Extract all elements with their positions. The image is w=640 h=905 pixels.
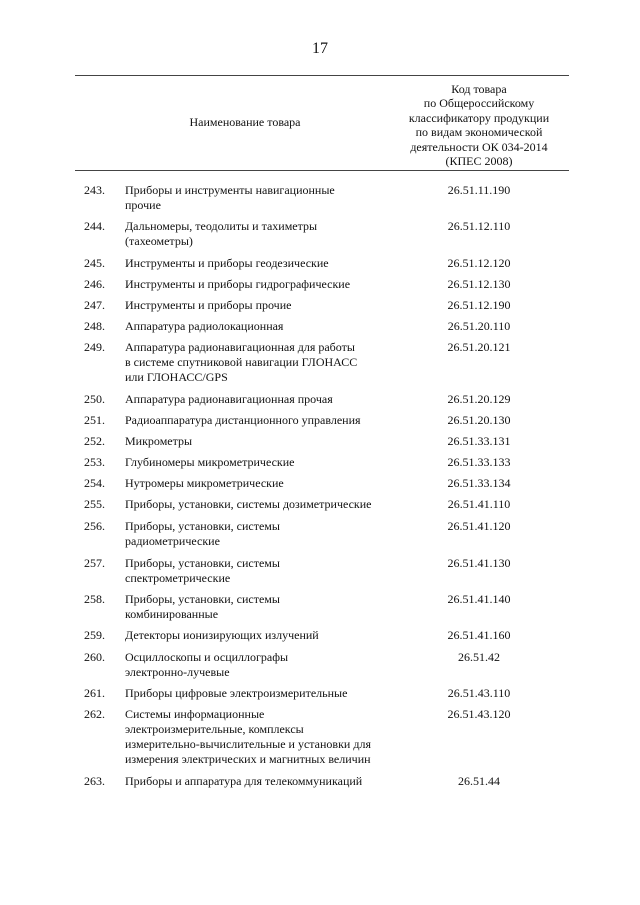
product-name [125,340,405,385]
product-name-line: Аппаратура радионавигационная для работы [125,340,355,354]
row-number: 247. [84,298,105,312]
product-code: 26.51.20.110 [447,319,511,333]
product-name-line: Инструменты и приборы прочие [125,298,292,312]
row-number: 245. [84,256,105,270]
row-number: 256. [84,519,105,533]
row-number: 258. [84,592,105,606]
product-code: 26.51.20.121 [447,340,511,354]
product-code: 26.51.41.140 [447,592,511,606]
page-number: 17 [312,40,328,57]
product-code: 26.51.41.110 [447,497,511,511]
product-name-line: Нутромеры микрометрические [125,476,284,490]
product-name [125,256,405,271]
product-name-line: Инструменты и приборы гидрографические [125,277,351,291]
product-name-line: Осциллоскопы и осциллографы [125,650,289,664]
row-number: 255. [84,497,105,511]
product-name [125,707,405,767]
row-number: 249. [84,340,105,354]
product-code: 26.51.41.120 [447,519,511,533]
product-name-line: спектрометрические [125,571,231,585]
row-number: 243. [84,183,105,197]
product-code: 26.51.33.133 [447,455,511,469]
product-name-line: комбинированные [125,607,219,621]
product-name-line: Приборы, установки, системы [125,556,280,570]
row-number: 246. [84,277,105,291]
product-name [125,774,405,789]
row-number: 263. [84,774,105,788]
product-name [125,298,405,313]
product-name-line: измерительно-вычислительные и установки для [125,737,371,751]
product-name-line: электроизмерительные, комплексы [125,722,304,736]
product-name [125,219,405,249]
code-header-line: (КПЕС 2008) [445,154,513,169]
product-name [125,434,405,449]
product-name-line: или ГЛОНАСС/GPS [125,370,228,384]
code-header-line: деятельности ОК 034-2014 [410,139,548,154]
product-name-line: Приборы, установки, системы дозиметрические [125,497,372,511]
row-number: 253. [84,455,105,469]
product-name-line: Приборы, установки, системы [125,592,280,606]
product-code: 26.51.43.110 [447,686,511,700]
product-code: 26.51.42 [458,650,500,664]
product-code: 26.51.33.131 [447,434,511,448]
product-name [125,277,405,292]
product-code: 26.51.43.120 [447,707,511,721]
product-name-line: Дальномеры, теодолиты и тахиметры [125,219,318,233]
product-code: 26.51.41.160 [447,628,511,642]
product-code: 26.51.20.130 [447,413,511,427]
row-number: 260. [84,650,105,664]
product-name-line: электронно-лучевые [125,665,230,679]
product-name-line: Микрометры [125,434,193,448]
product-name [125,592,405,622]
product-code: 26.51.12.190 [447,298,511,312]
product-name [125,392,405,407]
product-code: 26.51.12.110 [447,219,511,233]
row-number: 251. [84,413,105,427]
header-top-rule [75,75,569,76]
product-name-line: Радиоаппаратура дистанционного управления [125,413,361,427]
product-code: 26.51.41.130 [447,556,511,570]
product-code: 26.51.44 [458,774,500,788]
product-name-line: радиометрические [125,534,220,548]
row-number: 257. [84,556,105,570]
product-name-line: Системы информационные [125,707,265,721]
product-code: 26.51.33.134 [447,476,511,490]
product-name-line: Приборы цифровые электроизмерительные [125,686,348,700]
product-name [125,628,405,643]
product-name [125,319,405,334]
column-header-name: Наименование товара [189,115,301,129]
code-header-line: по Общероссийскому [423,96,535,111]
product-name [125,183,405,213]
product-name-line: прочие [125,198,161,212]
row-number: 252. [84,434,105,448]
product-code: 26.51.11.190 [447,183,511,197]
row-number: 254. [84,476,105,490]
product-code: 26.51.12.120 [447,256,511,270]
product-name [125,476,405,491]
product-name-line: Приборы и аппаратура для телекоммуникаций [125,774,363,788]
product-name-line: в системе спутниковой навигации ГЛОНАСС [125,355,358,369]
row-number: 244. [84,219,105,233]
product-name [125,413,405,428]
product-code: 26.51.12.130 [447,277,511,291]
product-name-line: Приборы и инструменты навигационные [125,183,335,197]
code-header-line: по видам экономической [415,125,543,140]
code-header-line: классификатору продукции [408,110,550,125]
row-number: 248. [84,319,105,333]
product-name-line: Инструменты и приборы геодезические [125,256,329,270]
row-number: 261. [84,686,105,700]
product-name [125,556,405,586]
code-header-line: Код товара [451,82,507,96]
product-code: 26.51.20.129 [447,392,511,406]
product-name-line: (тахеометры) [125,234,193,248]
header-bottom-rule [75,170,569,171]
product-name-line: Аппаратура радионавигационная прочая [125,392,333,406]
product-name [125,650,405,680]
product-name-line: Приборы, установки, системы [125,519,280,533]
product-name [125,519,405,549]
product-name [125,686,405,701]
row-number: 250. [84,392,105,406]
product-name-line: Аппаратура радиолокационная [125,319,284,333]
product-name-line: Глубиномеры микрометрические [125,455,295,469]
product-name [125,455,405,470]
row-number: 262. [84,707,105,721]
product-name-line: Детекторы ионизирующих излучений [125,628,319,642]
row-number: 259. [84,628,105,642]
product-name [125,497,405,512]
product-name-line: измерения электрических и магнитных величин [125,752,371,766]
